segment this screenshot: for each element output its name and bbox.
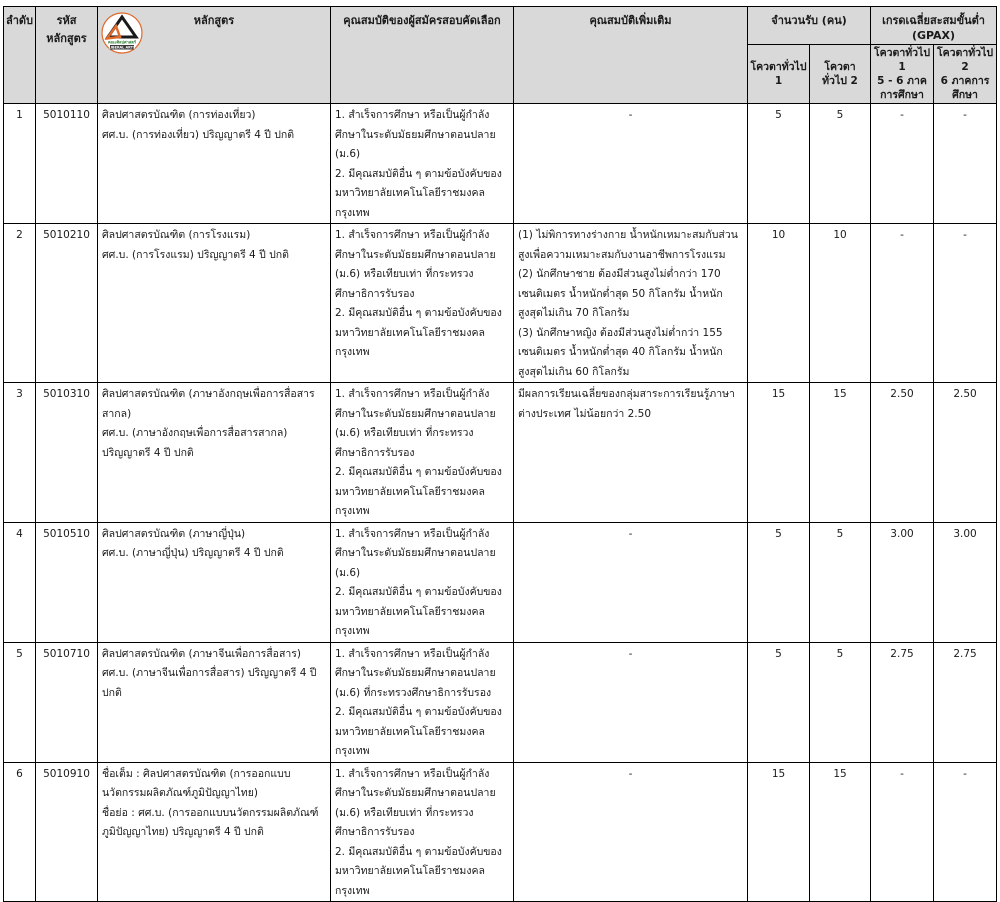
table-row	[4, 642, 997, 762]
table-row	[4, 104, 997, 224]
svg-text:คณะศิลปศาสตร์: คณะศิลปศาสตร์	[107, 39, 137, 45]
subheader-intake-quota2: โควตาทั่วไป 2	[810, 45, 871, 104]
cell-program: ชื่อเต็ม : ศิลปศาสตรบัณฑิต (การออกแบบนวัตกรรมผลิตภัณฑ์ภูมิปัญญาไทย) ชื่อย่อ : ศศ.บ. (การออกแบบนวัตกรรมผลิตภัณฑ์ภูมิปัญญาไทย) ปริญญาตรี 4 ปี ปกติ	[98, 762, 331, 902]
cell-quota1: 15	[748, 383, 810, 523]
table-row	[4, 762, 997, 902]
cell-additional: -	[514, 642, 748, 762]
cell-additional: (1) ไม่พิการทางร่างกาย น้ำหนักเหมาะสมกับส่วนสูงเพื่อความเหมาะสมกับงานอาชีพการโรงแรม (2) นักศึกษาชาย ต้องมีส่วนสูงไม่ต่ำกว่า 170 เซนติเมตร น้ำหนักต่ำสุด 50 กิโลกรัม น้ำหนักสูงสุดไม่เกิน 70 กิโลกรัม (3) นักศึกษาหญิง ต้องมีส่วนสูงไม่ต่ำกว่า 155 เซนติเมตร น้ำหนักต่ำสุด 40 กิโลกรัม น้ำหนักสูงสุดไม่เกิน 60 กิโลกรัม	[514, 224, 748, 383]
faculty-liberal-arts-logo-icon	[101, 12, 143, 54]
cell-gpax1: -	[871, 104, 934, 224]
header-row-groups	[4, 7, 997, 45]
cell-order: 5	[4, 642, 36, 762]
cell-gpax2: -	[934, 224, 997, 383]
header-program-label: หลักสูตร	[193, 14, 235, 27]
cell-gpax2: 2.75	[934, 642, 997, 762]
cell-quota2: 15	[810, 383, 871, 523]
cell-gpax1: -	[871, 762, 934, 902]
cell-gpax1: 2.50	[871, 383, 934, 523]
subheader-gpax-quota2	[934, 45, 997, 104]
cell-program-code: 5010310	[36, 383, 98, 523]
cell-program-code: 5010210	[36, 224, 98, 383]
cell-order: 2	[4, 224, 36, 383]
subheader-gpax-quota1-line1: โควตาทั่วไป 1	[873, 47, 931, 73]
header-program	[98, 7, 331, 104]
cell-gpax2: -	[934, 762, 997, 902]
cell-quota1: 15	[748, 762, 810, 902]
subheader-gpax-quota2-line1: โควตาทั่วไป 2	[936, 47, 994, 73]
cell-order: 1	[4, 104, 36, 224]
cell-quota1: 5	[748, 522, 810, 642]
cell-qualifications: 1. สำเร็จการศึกษา หรือเป็นผู้กำลังศึกษาในระดับมัธยมศึกษาตอนปลาย (ม.6) ที่กระทรวงศึกษาธิการรับรอง 2. มีคุณสมบัติอื่น ๆ ตามข้อบังคับของมหาวิทยาลัยเทคโนโลยีราชมงคลกรุงเทพ	[331, 642, 514, 762]
header-additional-qualifications: คุณสมบัติเพิ่มเติม	[514, 7, 748, 104]
cell-program-code: 5010510	[36, 522, 98, 642]
cell-additional: -	[514, 104, 748, 224]
subheader-intake-quota1: โควตาทั่วไป 1	[748, 45, 810, 104]
header-group-gpax: เกรดเฉลี่ยสะสมขั้นต่ำ (GPAX)	[871, 7, 997, 45]
subheader-gpax-quota1-line2: 5 - 6 ภาคการศึกษา	[877, 75, 927, 101]
cell-qualifications: 1. สำเร็จการศึกษา หรือเป็นผู้กำลังศึกษาในระดับมัธยมศึกษาตอนปลาย (ม.6) หรือเทียบเท่า ที่กระทรวงศึกษาธิการรับรอง 2. มีคุณสมบัติอื่น ๆ ตามข้อบังคับของมหาวิทยาลัยเทคโนโลยีราชมงคลกรุงเทพ	[331, 762, 514, 902]
cell-order: 6	[4, 762, 36, 902]
cell-order: 4	[4, 522, 36, 642]
table-row	[4, 522, 997, 642]
cell-gpax1: 3.00	[871, 522, 934, 642]
cell-additional: -	[514, 762, 748, 902]
header-order: ลำดับ	[4, 7, 36, 104]
cell-qualifications: 1. สำเร็จการศึกษา หรือเป็นผู้กำลังศึกษาในระดับมัธยมศึกษาตอนปลาย (ม.6) หรือเทียบเท่า ที่กระทรวงศึกษาธิการรับรอง 2. มีคุณสมบัติอื่น ๆ ตามข้อบังคับของมหาวิทยาลัยเทคโนโลยีราชมงคลกรุงเทพ	[331, 383, 514, 523]
cell-gpax1: 2.75	[871, 642, 934, 762]
cell-additional: -	[514, 522, 748, 642]
cell-quota1: 10	[748, 224, 810, 383]
cell-quota2: 5	[810, 104, 871, 224]
cell-order: 3	[4, 383, 36, 523]
cell-program: ศิลปศาสตรบัณฑิต (ภาษาอังกฤษเพื่อการสื่อสารสากล) ศศ.บ. (ภาษาอังกฤษเพื่อการสื่อสารสากล) ปริญญาตรี 4 ปี ปกติ	[98, 383, 331, 523]
subheader-gpax-quota1	[871, 45, 934, 104]
header-program-code: รหัสหลักสูตร	[36, 7, 98, 104]
svg-text:LIBERAL ARTS: LIBERAL ARTS	[108, 45, 136, 50]
cell-program: ศิลปศาสตรบัณฑิต (การท่องเที่ยว) ศศ.บ. (การท่องเที่ยว) ปริญญาตรี 4 ปี ปกติ	[98, 104, 331, 224]
header-group-intake: จำนวนรับ (คน)	[748, 7, 871, 45]
table-row	[4, 224, 997, 383]
cell-program-code: 5010910	[36, 762, 98, 902]
cell-gpax2: 3.00	[934, 522, 997, 642]
table-row	[4, 383, 997, 523]
cell-quota1: 5	[748, 642, 810, 762]
admissions-table	[3, 6, 997, 902]
cell-program: ศิลปศาสตรบัณฑิต (ภาษาจีนเพื่อการสื่อสาร) ศศ.บ. (ภาษาจีนเพื่อการสื่อสาร) ปริญญาตรี 4 ปี ปกติ	[98, 642, 331, 762]
cell-gpax2: 2.50	[934, 383, 997, 523]
header-qualifications: คุณสมบัติของผู้สมัครสอบคัดเลือก	[331, 7, 514, 104]
cell-program-code: 5010110	[36, 104, 98, 224]
subheader-gpax-quota2-line2: 6 ภาคการศึกษา	[940, 75, 990, 101]
cell-gpax2: -	[934, 104, 997, 224]
cell-quota2: 5	[810, 522, 871, 642]
cell-quota2: 10	[810, 224, 871, 383]
cell-program: ศิลปศาสตรบัณฑิต (ภาษาญี่ปุ่น) ศศ.บ. (ภาษาญี่ปุ่น) ปริญญาตรี 4 ปี ปกติ	[98, 522, 331, 642]
cell-quota2: 15	[810, 762, 871, 902]
cell-program-code: 5010710	[36, 642, 98, 762]
cell-program: ศิลปศาสตรบัณฑิต (การโรงแรม) ศศ.บ. (การโรงแรม) ปริญญาตรี 4 ปี ปกติ	[98, 224, 331, 383]
cell-gpax1: -	[871, 224, 934, 383]
cell-quota2: 5	[810, 642, 871, 762]
cell-additional: มีผลการเรียนเฉลี่ยของกลุ่มสาระการเรียนรู้ภาษาต่างประเทศ ไม่น้อยกว่า 2.50	[514, 383, 748, 523]
cell-qualifications: 1. สำเร็จการศึกษา หรือเป็นผู้กำลังศึกษาในระดับมัธยมศึกษาตอนปลาย (ม.6) 2. มีคุณสมบัติอื่น ๆ ตามข้อบังคับของมหาวิทยาลัยเทคโนโลยีราชมงคลกรุงเทพ	[331, 522, 514, 642]
cell-qualifications: 1. สำเร็จการศึกษา หรือเป็นผู้กำลังศึกษาในระดับมัธยมศึกษาตอนปลาย (ม.6) หรือเทียบเท่า ที่กระทรวงศึกษาธิการรับรอง 2. มีคุณสมบัติอื่น ๆ ตามข้อบังคับของมหาวิทยาลัยเทคโนโลยีราชมงคลกรุงเทพ	[331, 224, 514, 383]
cell-quota1: 5	[748, 104, 810, 224]
cell-qualifications: 1. สำเร็จการศึกษา หรือเป็นผู้กำลังศึกษาในระดับมัธยมศึกษาตอนปลาย (ม.6) 2. มีคุณสมบัติอื่น ๆ ตามข้อบังคับของมหาวิทยาลัยเทคโนโลยีราชมงคลกรุงเทพ	[331, 104, 514, 224]
